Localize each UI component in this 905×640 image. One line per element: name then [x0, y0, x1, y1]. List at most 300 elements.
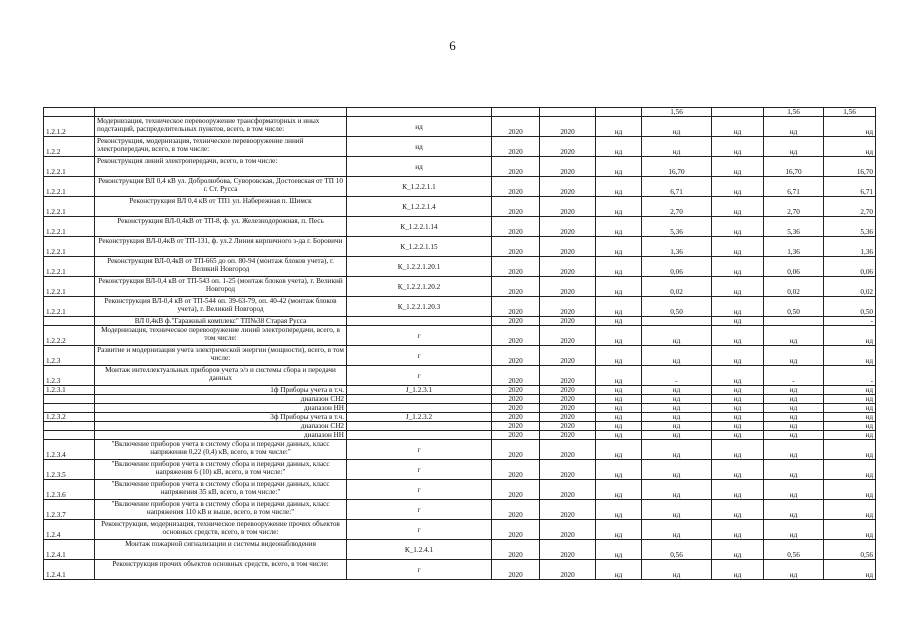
row-name: Монтаж пожарной сигнализации и системы видеонаблюдения: [95, 540, 347, 560]
row-year-start: 2020: [492, 540, 540, 560]
row-value: нд: [764, 480, 824, 500]
table-row: [44, 404, 876, 413]
row-identifier: К_1.2.2.1.4: [347, 197, 492, 217]
row-value: нд: [824, 500, 876, 520]
row-value: нд: [596, 500, 642, 520]
row-value: 0,02: [824, 277, 876, 297]
row-value: нд: [824, 413, 876, 422]
row-value: 0,50: [642, 297, 712, 317]
row-name: Реконструкция, модернизация, техническое перевооружение прочих объектов основных средств, всего, в том числе:: [95, 520, 347, 540]
row-value: 2,70: [642, 197, 712, 217]
table-row: [44, 346, 876, 366]
row-identifier: [347, 395, 492, 404]
row-year-end: 2020: [540, 500, 596, 520]
row-value: нд: [596, 297, 642, 317]
row-code: 1.2.1.2: [44, 117, 95, 137]
row-year-end: 2020: [540, 440, 596, 460]
row-value: нд: [642, 117, 712, 137]
row-code: 1.2.4.1: [44, 540, 95, 560]
row-year-start: 2020: [492, 440, 540, 460]
row-year-start: 2020: [492, 480, 540, 500]
row-code: 1.2.3: [44, 366, 95, 386]
row-value: нд: [642, 422, 712, 431]
subtotal-cell: [540, 108, 596, 117]
row-value: -: [824, 317, 876, 326]
row-value: нд: [824, 137, 876, 157]
row-year-start: 2020: [492, 117, 540, 137]
row-value: 1,36: [764, 237, 824, 257]
row-value: 0,06: [764, 257, 824, 277]
row-year-start: 2020: [492, 237, 540, 257]
row-value: 0,02: [642, 277, 712, 297]
row-value: нд: [824, 560, 876, 580]
table-row: [44, 326, 876, 346]
table-row: [44, 297, 876, 317]
row-value: нд: [642, 440, 712, 460]
row-value: 5,36: [642, 217, 712, 237]
row-year-end: 2020: [540, 422, 596, 431]
row-value: 2,70: [824, 197, 876, 217]
subtotal-cell: [95, 108, 347, 117]
table-row: [44, 440, 876, 460]
table-row: [44, 431, 876, 440]
row-name: "Включение приборов учета в систему сбора и передачи данных, класс напряжения 110 кВ и выше, всего, в том числе:": [95, 500, 347, 520]
row-identifier: К_1.2.2.1.20.1: [347, 257, 492, 277]
row-identifier: г: [347, 460, 492, 480]
row-value: нд: [824, 480, 876, 500]
row-name: Реконструкция прочих объектов основных средств, всего, в том числе:: [95, 560, 347, 580]
row-value: нд: [764, 431, 824, 440]
row-year-start: 2020: [492, 395, 540, 404]
row-year-end: 2020: [540, 237, 596, 257]
row-value: нд: [642, 500, 712, 520]
row-value: 6,71: [642, 177, 712, 197]
row-year-end: 2020: [540, 177, 596, 197]
row-year-end: 2020: [540, 560, 596, 580]
row-value: нд: [596, 413, 642, 422]
row-identifier: К_1.2.2.1.20.2: [347, 277, 492, 297]
table-row: [44, 540, 876, 560]
row-year-end: 2020: [540, 317, 596, 326]
row-value: 16,70: [824, 157, 876, 177]
row-name: Реконструкция ВЛ-0,4 кВ от ТП-543 оп. 1-25 (монтаж блоков учета), г. Великий Новгород: [95, 277, 347, 297]
table-row: [44, 366, 876, 386]
row-value: нд: [596, 117, 642, 137]
subtotal-cell: 1,56: [764, 108, 824, 117]
row-identifier: [347, 317, 492, 326]
row-identifier: нд: [347, 117, 492, 137]
row-value: нд: [764, 386, 824, 395]
row-year-end: 2020: [540, 540, 596, 560]
table-row: [44, 217, 876, 237]
row-value: нд: [596, 217, 642, 237]
row-code: 1.2.2: [44, 137, 95, 157]
row-code: 1.2.2.1: [44, 257, 95, 277]
row-year-start: 2020: [492, 520, 540, 540]
row-year-end: 2020: [540, 117, 596, 137]
row-value: 0,06: [642, 257, 712, 277]
row-name: Реконструкция, модернизация, техническое перевооружение линий электропередачи, всего, в том числе:: [95, 137, 347, 157]
row-value: нд: [642, 560, 712, 580]
row-year-end: 2020: [540, 386, 596, 395]
row-year-end: 2020: [540, 431, 596, 440]
row-name: диапазон НН: [95, 404, 347, 413]
row-value: нд: [824, 440, 876, 460]
row-value: нд: [712, 520, 764, 540]
row-value: нд: [764, 395, 824, 404]
row-value: нд: [712, 346, 764, 366]
row-value: нд: [712, 404, 764, 413]
row-value: нд: [596, 386, 642, 395]
row-name: 3ф Приборы учета в т.ч.: [95, 413, 347, 422]
row-value: 6,71: [764, 177, 824, 197]
table-row: [44, 177, 876, 197]
row-value: [764, 317, 824, 326]
row-identifier: г: [347, 346, 492, 366]
row-code: 1.2.3: [44, 346, 95, 366]
row-value: нд: [642, 431, 712, 440]
row-year-end: 2020: [540, 297, 596, 317]
row-year-start: 2020: [492, 404, 540, 413]
row-value: нд: [824, 422, 876, 431]
row-value: нд: [642, 520, 712, 540]
row-value: нд: [712, 137, 764, 157]
row-year-start: 2020: [492, 366, 540, 386]
row-name: диапазон НН: [95, 431, 347, 440]
row-name: "Включение приборов учета в систему сбора и передачи данных, класс напряжения 35 кВ, всего, в том числе:": [95, 480, 347, 500]
row-name: Монтаж интеллектуальных приборов учета э/э и системы сбора и передачи данных: [95, 366, 347, 386]
row-year-start: 2020: [492, 277, 540, 297]
row-code: [44, 395, 95, 404]
row-year-end: 2020: [540, 366, 596, 386]
row-value: нд: [824, 326, 876, 346]
row-value: нд: [642, 460, 712, 480]
row-name: Реконструкция ВЛ-0,4кВ от ТП-131, ф. ул.2 Линия кирпичного з-да г. Боровичи: [95, 237, 347, 257]
subtotal-cell: 1,56: [824, 108, 876, 117]
table-row: [44, 500, 876, 520]
row-value: нд: [596, 422, 642, 431]
row-code: 1.2.3.2: [44, 413, 95, 422]
row-value: нд: [712, 540, 764, 560]
row-value: 0,56: [642, 540, 712, 560]
row-value: нд: [596, 326, 642, 346]
row-year-start: 2020: [492, 257, 540, 277]
row-value: 0,56: [764, 540, 824, 560]
table-row: [44, 157, 876, 177]
subtotal-row: [44, 108, 876, 117]
row-value: 0,02: [764, 277, 824, 297]
table-row: [44, 237, 876, 257]
row-identifier: г: [347, 520, 492, 540]
row-value: нд: [596, 366, 642, 386]
row-value: нд: [764, 520, 824, 540]
row-year-start: 2020: [492, 177, 540, 197]
row-code: 1.2.3.5: [44, 460, 95, 480]
row-code: 1.2.3.6: [44, 480, 95, 500]
row-value: нд: [712, 217, 764, 237]
row-value: нд: [642, 326, 712, 346]
row-value: нд: [712, 326, 764, 346]
row-code: [44, 431, 95, 440]
row-value: нд: [596, 177, 642, 197]
row-value: нд: [764, 500, 824, 520]
table-row: [44, 413, 876, 422]
row-identifier: г: [347, 326, 492, 346]
row-value: нд: [596, 440, 642, 460]
table-row: [44, 386, 876, 395]
row-code: 1.2.2.1: [44, 217, 95, 237]
row-year-start: 2020: [492, 422, 540, 431]
row-value: нд: [824, 404, 876, 413]
table-row: [44, 317, 876, 326]
row-name: Реконструкция ВЛ-0,4кВ от ТП-8, ф. ул. Железнодорожная, п. Песь: [95, 217, 347, 237]
row-identifier: г: [347, 480, 492, 500]
row-value: нд: [712, 197, 764, 217]
row-value: нд: [824, 395, 876, 404]
row-value: 0,56: [824, 540, 876, 560]
row-value: нд: [764, 560, 824, 580]
row-value: нд: [712, 413, 764, 422]
row-value: нд: [712, 386, 764, 395]
row-value: нд: [712, 460, 764, 480]
row-code: 1.2.2.2: [44, 326, 95, 346]
row-name: "Включение приборов учета в систему сбора и передачи данных, класс напряжения 0,22 (0,4) кВ, всего, в том числе:": [95, 440, 347, 460]
row-value: нд: [596, 560, 642, 580]
row-code: 1.2.3.1: [44, 386, 95, 395]
row-year-end: 2020: [540, 326, 596, 346]
row-year-start: 2020: [492, 560, 540, 580]
row-value: нд: [642, 404, 712, 413]
row-value: нд: [596, 431, 642, 440]
row-year-end: 2020: [540, 460, 596, 480]
table-row: [44, 422, 876, 431]
table-body: [44, 108, 876, 580]
row-value: нд: [642, 346, 712, 366]
row-year-end: 2020: [540, 395, 596, 404]
row-code: 1.2.3.4: [44, 440, 95, 460]
row-name: 1ф Приборы учета в т.ч.: [95, 386, 347, 395]
row-year-end: 2020: [540, 137, 596, 157]
row-identifier: К_1.2.2.1.14: [347, 217, 492, 237]
row-value: нд: [596, 157, 642, 177]
table-row: [44, 257, 876, 277]
row-value: 16,70: [642, 157, 712, 177]
row-year-end: 2020: [540, 217, 596, 237]
row-value: нд: [824, 460, 876, 480]
row-year-end: 2020: [540, 413, 596, 422]
row-name: Модернизация, техническое перевооружение трансформаторных и иных подстанций, распределительных пунктов, всего, в том числе:: [95, 117, 347, 137]
row-name: диапазон СН2: [95, 395, 347, 404]
row-value: нд: [712, 257, 764, 277]
row-year-end: 2020: [540, 404, 596, 413]
table-row: [44, 560, 876, 580]
row-value: [642, 317, 712, 326]
table-row: [44, 460, 876, 480]
row-value: нд: [596, 540, 642, 560]
row-value: нд: [642, 395, 712, 404]
row-year-start: 2020: [492, 317, 540, 326]
row-code: 1.2.4.1: [44, 560, 95, 580]
row-name: Реконструкция ВЛ-0,4 кВ от ТП-544 оп. 39-63-79, оп. 40-42 (монтаж блоков учета), г. Великий Новгород: [95, 297, 347, 317]
row-name: диапазон СН2: [95, 422, 347, 431]
row-value: нд: [764, 460, 824, 480]
row-value: 1,36: [824, 237, 876, 257]
row-identifier: нд: [347, 137, 492, 157]
row-value: нд: [824, 346, 876, 366]
subtotal-cell: [492, 108, 540, 117]
row-identifier: г: [347, 366, 492, 386]
row-value: нд: [764, 326, 824, 346]
table-row: [44, 277, 876, 297]
row-year-end: 2020: [540, 346, 596, 366]
row-value: нд: [824, 386, 876, 395]
row-value: 0,06: [824, 257, 876, 277]
row-value: нд: [764, 404, 824, 413]
row-identifier: К_1.2.2.1.20.3: [347, 297, 492, 317]
row-year-end: 2020: [540, 197, 596, 217]
row-value: нд: [712, 480, 764, 500]
row-year-start: 2020: [492, 460, 540, 480]
subtotal-cell: [712, 108, 764, 117]
table-row: [44, 117, 876, 137]
row-identifier: J_1.2.3.2: [347, 413, 492, 422]
row-code: 1.2.2.1: [44, 177, 95, 197]
table-row: [44, 197, 876, 217]
row-year-start: 2020: [492, 297, 540, 317]
row-code: 1.2.3.7: [44, 500, 95, 520]
row-name: Реконструкция ВЛ-0,4кВ от ТП-665 до оп. 80-94 (монтаж блоков учета), г. Великий Новгород: [95, 257, 347, 277]
row-value: 2,70: [764, 197, 824, 217]
row-year-start: 2020: [492, 137, 540, 157]
page-number: 6: [449, 38, 456, 53]
row-value: нд: [596, 404, 642, 413]
row-year-start: 2020: [492, 346, 540, 366]
row-name: Развитие и модернизация учета электрической энергии (мощности), всего, в том числе:: [95, 346, 347, 366]
row-code: 1.2.4: [44, 520, 95, 540]
table-row: [44, 480, 876, 500]
row-value: нд: [712, 277, 764, 297]
row-value: нд: [596, 346, 642, 366]
row-value: 16,70: [764, 157, 824, 177]
row-year-end: 2020: [540, 520, 596, 540]
row-identifier: нд: [347, 157, 492, 177]
row-year-start: 2020: [492, 197, 540, 217]
row-identifier: J_1.2.3.1: [347, 386, 492, 395]
row-value: нд: [712, 177, 764, 197]
row-value: нд: [712, 317, 764, 326]
row-year-start: 2020: [492, 157, 540, 177]
row-value: 0,50: [824, 297, 876, 317]
row-value: нд: [764, 440, 824, 460]
subtotal-cell: [596, 108, 642, 117]
row-value: нд: [712, 500, 764, 520]
row-identifier: г: [347, 440, 492, 460]
table-row: [44, 520, 876, 540]
row-year-end: 2020: [540, 257, 596, 277]
row-code: [44, 404, 95, 413]
subtotal-cell: 1,56: [642, 108, 712, 117]
row-value: нд: [764, 346, 824, 366]
row-value: нд: [712, 237, 764, 257]
row-identifier: [347, 422, 492, 431]
row-value: нд: [596, 137, 642, 157]
subtotal-cell: [347, 108, 492, 117]
row-identifier: К_1.2.4.1: [347, 540, 492, 560]
row-value: нд: [596, 257, 642, 277]
row-year-start: 2020: [492, 386, 540, 395]
row-year-start: 2020: [492, 326, 540, 346]
row-code: [44, 317, 95, 326]
row-year-start: 2020: [492, 431, 540, 440]
row-value: нд: [712, 422, 764, 431]
row-identifier: г: [347, 500, 492, 520]
row-value: нд: [642, 413, 712, 422]
row-value: нд: [596, 197, 642, 217]
row-value: 0,50: [764, 297, 824, 317]
row-value: -: [824, 366, 876, 386]
row-value: нд: [642, 386, 712, 395]
row-value: нд: [596, 237, 642, 257]
row-year-end: 2020: [540, 480, 596, 500]
row-value: нд: [712, 117, 764, 137]
row-value: 5,36: [764, 217, 824, 237]
row-identifier: [347, 404, 492, 413]
row-identifier: К_1.2.2.1.1: [347, 177, 492, 197]
row-value: нд: [596, 480, 642, 500]
row-year-end: 2020: [540, 277, 596, 297]
row-value: нд: [596, 395, 642, 404]
row-code: 1.2.2.1: [44, 277, 95, 297]
investment-program-table: [43, 107, 876, 580]
row-value: нд: [764, 137, 824, 157]
row-year-start: 2020: [492, 217, 540, 237]
row-value: 1,36: [642, 237, 712, 257]
row-value: нд: [712, 297, 764, 317]
row-year-start: 2020: [492, 413, 540, 422]
row-value: 6,71: [824, 177, 876, 197]
row-value: нд: [712, 431, 764, 440]
row-name: ВЛ 0,4кВ ф."Гаражный комплекс" ТП№38 Старая Русса: [95, 317, 347, 326]
row-value: нд: [642, 137, 712, 157]
row-value: нд: [712, 560, 764, 580]
row-value: -: [764, 366, 824, 386]
row-value: нд: [824, 117, 876, 137]
row-value: нд: [824, 520, 876, 540]
subtotal-cell: [44, 108, 95, 117]
row-value: нд: [596, 460, 642, 480]
row-value: нд: [824, 431, 876, 440]
table-row: [44, 137, 876, 157]
row-name: "Включение приборов учета в систему сбора и передачи данных, класс напряжения 6 (10) кВ, всего, в том числе:": [95, 460, 347, 480]
row-value: нд: [764, 117, 824, 137]
row-code: 1.2.2.1: [44, 157, 95, 177]
row-code: 1.2.2.1: [44, 297, 95, 317]
row-name: Реконструкция ВЛ 0,4 кВ ул. Добролюбова, Суворовская, Достоевская от ТП 10 г. Ст. Русса: [95, 177, 347, 197]
row-year-end: 2020: [540, 157, 596, 177]
row-code: 1.2.2.1: [44, 197, 95, 217]
row-year-start: 2020: [492, 500, 540, 520]
row-value: нд: [596, 277, 642, 297]
row-value: нд: [712, 440, 764, 460]
row-value: -: [642, 366, 712, 386]
row-name: Модернизация, техническое перевооружение линий электропередачи, всего, в том числе:: [95, 326, 347, 346]
row-value: нд: [642, 480, 712, 500]
row-value: 5,36: [824, 217, 876, 237]
row-value: нд: [712, 157, 764, 177]
row-value: нд: [596, 317, 642, 326]
row-value: нд: [712, 366, 764, 386]
row-value: нд: [764, 413, 824, 422]
